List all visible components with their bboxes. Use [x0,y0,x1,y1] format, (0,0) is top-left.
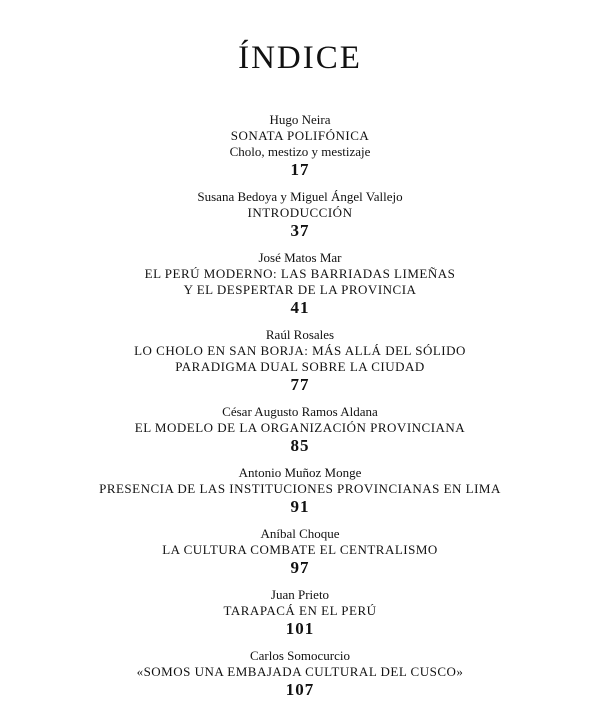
entry-author: Hugo Neira [269,112,331,127]
entry-author: César Augusto Ramos Aldana [222,404,378,419]
entry-page-number: 41 [290,298,310,317]
entry-page-number: 91 [290,497,310,516]
entry-title: LA CULTURA COMBATE EL CENTRALISMO [162,542,438,557]
entry-title-line-1: LO CHOLO EN SAN BORJA: MÁS ALLÁ DEL SÓLIDO [134,343,466,358]
entry-page-number: 77 [290,375,310,394]
entry-author: Carlos Somocurcio [249,648,350,663]
entry-author: Aníbal Choque [260,526,340,541]
toc-entry [0,250,600,318]
toc-entry [0,327,600,395]
toc-entry [0,526,600,578]
toc-list [0,112,600,700]
entry-title-line-1: EL PERÚ MODERNO: LAS BARRIADAS LIMEÑAS [144,266,456,281]
entry-page-number: 97 [290,558,310,577]
entry-author: Juan Prieto [270,587,330,602]
entry-author: Susana Bedoya y Miguel Ángel Vallejo [197,189,403,204]
toc-entry [0,587,600,639]
entry-page-number: 101 [285,619,315,638]
entry-page-number: 37 [290,221,310,240]
entry-page-number: 85 [290,436,310,455]
entry-page-number: 17 [290,160,310,179]
entry-page-number: 107 [285,680,315,699]
entry-title-line-2: Y EL DESPERTAR DE LA PROVINCIA [183,282,417,297]
entry-title: EL MODELO DE LA ORGANIZACIÓN PROVINCIANA [134,420,466,435]
toc-entry [0,648,600,700]
entry-author: Antonio Muñoz Monge [238,465,362,480]
page-title: ÍNDICE [238,40,362,76]
entry-title: TARAPACÁ EN EL PERÚ [223,603,377,618]
entry-title: INTRODUCCIÓN [247,205,353,220]
toc-entry [0,465,600,517]
toc-entry [0,404,600,456]
toc-entry [0,189,600,241]
entry-subtitle: Cholo, mestizo y mestizaje [229,144,371,159]
entry-title: «SOMOS UNA EMBAJADA CULTURAL DEL CUSCO» [136,664,464,679]
entry-title: SONATA POLIFÓNICA [230,128,370,143]
toc-entry [0,112,600,180]
entry-author: Raúl Rosales [265,327,335,342]
entry-title-line-2: PARADIGMA DUAL SOBRE LA CIUDAD [175,359,425,374]
entry-author: José Matos Mar [258,250,342,265]
entry-title: PRESENCIA DE LAS INSTITUCIONES PROVINCIANAS EN LIMA [99,481,501,496]
